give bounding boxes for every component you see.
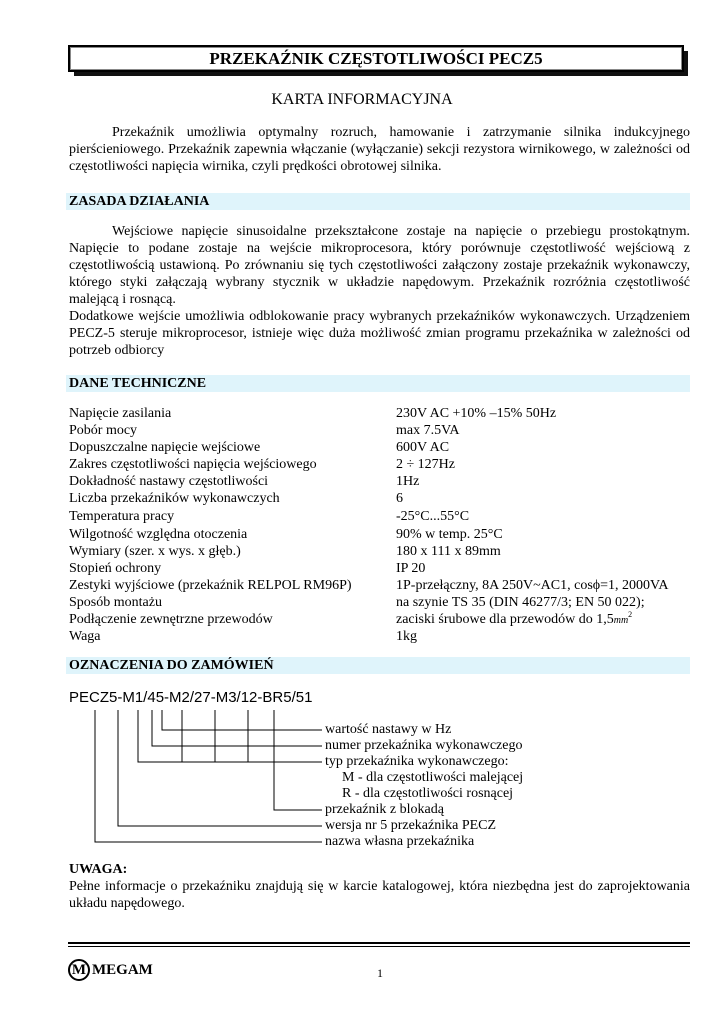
order-label: wartość nastawy w Hz <box>325 722 452 737</box>
connector-line <box>118 710 322 826</box>
connector-line <box>152 710 322 746</box>
spec-value: 1P-przełączny, 8A 250V~AC1, cosϕ=1, 2000VA <box>396 578 669 593</box>
note-section <box>69 861 690 912</box>
spec-value: -25°C...55°C <box>396 509 470 524</box>
spec-label: Wymiary (szer. x wys. x głęb.) <box>69 544 241 559</box>
spec-value: 180 x 111 x 89mm <box>396 544 501 559</box>
spec-label: Dokładność nastawy częstotliwości <box>69 474 269 489</box>
footer-divider <box>68 942 690 944</box>
spec-value: 1kg <box>396 629 417 644</box>
connector-line <box>138 710 322 762</box>
page-number: 1 <box>377 966 383 980</box>
order-label: M - dla częstotliwości malejącej <box>342 770 524 785</box>
spec-value: max 7.5VA <box>396 423 460 438</box>
spec-value: 230V AC +10% –15% 50Hz <box>396 406 557 421</box>
spec-value: 1Hz <box>396 474 420 489</box>
order-label: typ przekaźnika wykonawczego: <box>325 754 509 769</box>
intro-text: Przekaźnik umożliwia optymalny rozruch, hamowanie i zatrzymanie silnika indukcyjnego pierścieniowego. Przekaźnik zapewnia włączanie (wyłączanie) sekcji rezystora wirnikowego, w zależności od częstotliwości napięcia wirnika, czyli prędkości obrotowej silnika. <box>69 125 690 174</box>
order-code: PECZ5-M1/45-M2/27-M3/12-BR5/51 <box>69 689 313 706</box>
order-label: R - dla częstotliwości rosnącej <box>342 786 514 801</box>
spec-label: Waga <box>69 629 101 644</box>
order-label: nazwa własna przekaźnika <box>325 834 475 849</box>
footer-divider <box>68 946 690 947</box>
spec-label: Pobór mocy <box>69 423 138 438</box>
spec-value: na szynie TS 35 (DIN 46277/3; EN 50 022); <box>396 595 645 610</box>
section-heading-ordering: OZNACZENIA DO ZAMÓWIEŃ <box>66 657 690 674</box>
section-heading-principle: ZASADA DZIAŁANIA <box>66 193 690 210</box>
unit-mm: mm <box>613 615 629 626</box>
spec-label: Podłączenie zewnętrzne przewodów <box>69 612 273 627</box>
spec-label: Sposób montażu <box>69 595 162 610</box>
spec-value: 90% w temp. 25°C <box>396 527 503 542</box>
spec-value: 2 ÷ 127Hz <box>396 457 456 472</box>
order-label: numer przekaźnika wykonawczego <box>325 738 523 753</box>
spec-label: Zakres częstotliwości napięcia wejściowego <box>69 457 317 472</box>
spec-label: Napięcie zasilania <box>69 406 172 421</box>
spec-label: Zestyki wyjściowe (przekaźnik RELPOL RM96P) <box>69 578 352 593</box>
spec-label: Stopień ochrony <box>69 561 162 576</box>
connector-line <box>162 710 322 730</box>
order-label: przekaźnik z blokadą <box>325 802 444 817</box>
document-subtitle: KARTA INFORMACYJNA <box>271 91 453 108</box>
unit-exponent: 2 <box>628 610 633 619</box>
principle-paragraph-1: Wejściowe napięcie sinusoidalne przekształcone zostaje na napięcie o przebiegu prostokątnym. Napięcie to podane zostaje na wejście mikroprocesora, który porównuje częstotliwość wejściową z częstotliwością ustawioną. Po zrównaniu się tych częstotliwości załączony zostaje przekaźnik wykonawczy, którego styki załączają wybrany stycznik w układzie napędowym. Przekaźnik rozróżnia częstotliwość malejącą i rosnącą. <box>69 224 690 307</box>
page-title: PRZEKAŹNIK CZĘSTOTLIWOŚCI PECZ5 <box>68 45 684 72</box>
spec-value: 6 <box>396 491 403 506</box>
principle-paragraph-2: Dodatkowe wejście umożliwia odblokowanie pracy wybranych przekaźników wykonawczych. Urządzeniem PECZ-5 steruje mikroprocesor, istnieje więc duża możliwość zmian programu przekaźnika w zależności od potrzeb odbiorcy <box>69 309 690 358</box>
order-label: wersja nr 5 przekaźnika PECZ <box>325 818 497 833</box>
logo-text: MEGAM <box>92 961 153 978</box>
spec-label: Dopuszczalne napięcie wejściowe <box>69 440 261 455</box>
section-heading-technical: DANE TECHNICZNE <box>66 375 690 392</box>
spec-value: 600V AC <box>396 440 450 455</box>
note-text: Pełne informacje o przekaźniku znajdują się w karcie katalogowej, która niezbędna jest do zaprojektowania układu napędowego. <box>69 879 690 911</box>
spec-label: Liczba przekaźników wykonawczych <box>69 491 280 506</box>
note-heading: UWAGA: <box>69 862 128 877</box>
connector-line <box>274 710 322 810</box>
spec-label: Temperatura pracy <box>69 509 175 524</box>
logo-icon: M <box>68 959 90 981</box>
spec-label: Wilgotność względna otoczenia <box>69 527 248 542</box>
spec-value-text: zaciski śrubowe dla przewodów do 1,5 <box>396 612 614 627</box>
spec-value: IP 20 <box>396 561 426 576</box>
